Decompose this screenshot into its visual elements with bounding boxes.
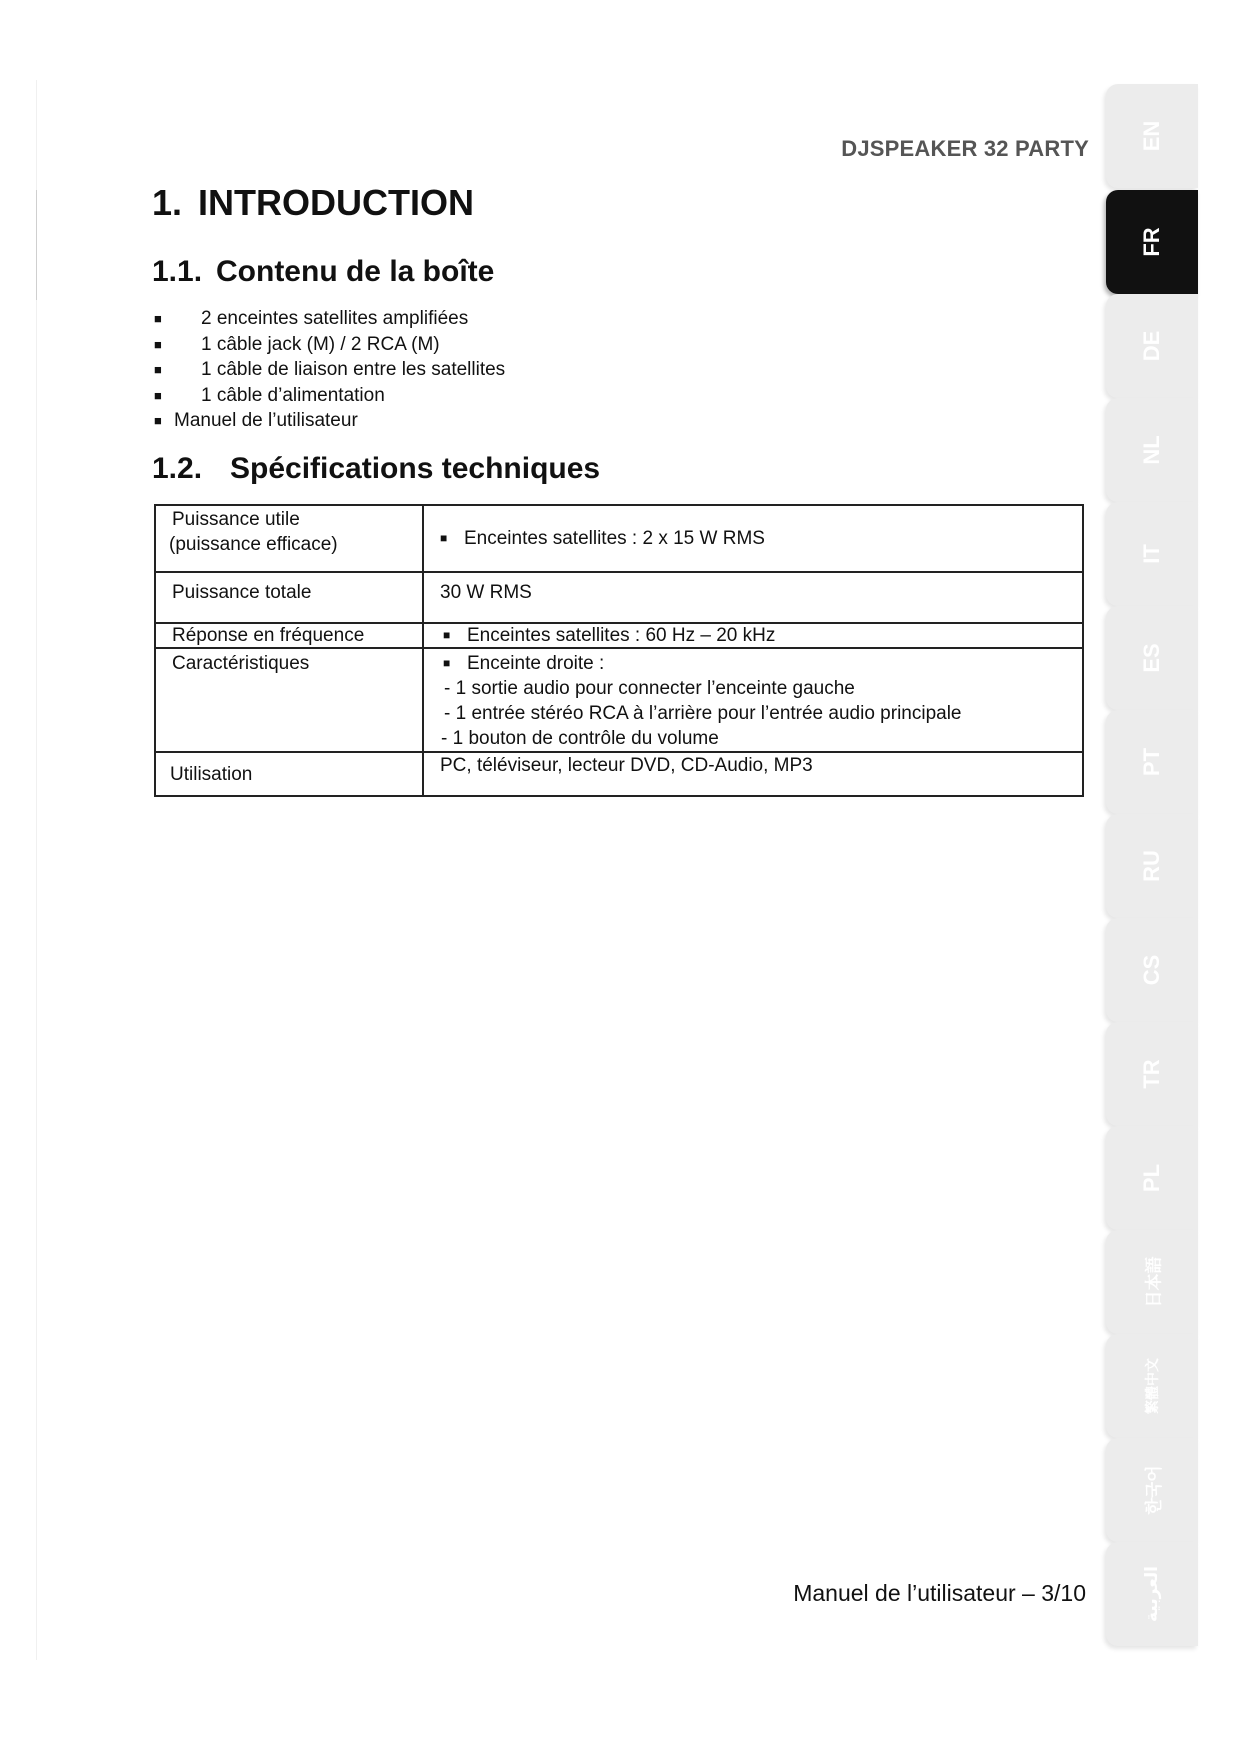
page-margin-mark (36, 190, 37, 300)
table-row (155, 648, 1083, 752)
spec-value (423, 623, 1083, 648)
tab-label: EN (1139, 120, 1164, 152)
table-row (155, 572, 1083, 623)
tab-label: PT (1139, 747, 1164, 777)
tab-label: NL (1139, 435, 1164, 465)
bullet-icon: ■ (443, 656, 451, 670)
bullet-icon: ■ (443, 628, 451, 642)
table-row (155, 752, 1083, 796)
tab-pt[interactable] (1106, 710, 1198, 814)
tab-ja[interactable] (1106, 1230, 1198, 1334)
tab-nl[interactable] (1106, 398, 1198, 502)
tab-pl[interactable] (1106, 1126, 1198, 1230)
tab-fr[interactable] (1106, 190, 1198, 294)
tab-ar[interactable] (1106, 1542, 1198, 1646)
tab-en[interactable] (1106, 84, 1198, 188)
spec-value: PC, téléviseur, lecteur DVD, CD-Audio, MP3 (423, 752, 1083, 796)
section-1-2-number: 1.2. (152, 452, 203, 485)
tab-label: CS (1139, 954, 1164, 986)
section-1-1-number: 1.1. (152, 255, 203, 288)
spec-label-line: (puissance efficace) (169, 534, 338, 555)
spec-label: Réponse en fréquence (155, 623, 423, 648)
section-1-2-heading (152, 452, 600, 486)
spec-value-text: Enceintes satellites : 2 x 15 W RMS (464, 528, 765, 549)
spec-value-text: Enceinte droite : (467, 653, 605, 674)
bullet-icon: ■ (440, 531, 448, 545)
section-1-title: INTRODUCTION (198, 182, 474, 223)
spec-value-line (440, 651, 1082, 676)
table-row (155, 623, 1083, 648)
tab-label: RU (1139, 850, 1164, 882)
tab-label: العربية (1142, 1565, 1161, 1623)
tab-label: PL (1139, 1163, 1164, 1193)
bullet-icon: ■ (154, 311, 162, 326)
tab-ru[interactable] (1106, 814, 1198, 918)
tab-es[interactable] (1106, 606, 1198, 710)
tab-ko[interactable] (1106, 1438, 1198, 1542)
list-item-text: 1 câble jack (M) / 2 RCA (M) (201, 333, 440, 355)
page-edge (36, 80, 37, 1660)
table-row (155, 505, 1083, 572)
tab-label: 日本語 (1144, 1256, 1164, 1308)
spec-label (155, 505, 423, 572)
tab-label: 繁體中文 (1144, 1358, 1160, 1414)
tab-label: TR (1139, 1059, 1164, 1089)
tab-tr[interactable] (1106, 1022, 1198, 1126)
section-1-heading (152, 182, 474, 224)
bullet-icon: ■ (154, 387, 162, 403)
list-item-text: 1 câble d’alimentation (201, 384, 385, 406)
tab-label: IT (1139, 544, 1164, 564)
section-1-2-title: Spécifications techniques (230, 452, 601, 485)
section-1-1-heading (152, 255, 494, 289)
spec-value (423, 648, 1083, 752)
tab-label: ES (1139, 643, 1164, 673)
tab-label: FR (1139, 227, 1164, 257)
spec-value-line: - 1 sortie audio pour connecter l’enceinte gauche (444, 678, 855, 699)
tab-label: 한국어 (1144, 1465, 1164, 1515)
section-1-number: 1. (152, 182, 183, 223)
spec-value: 30 W RMS (423, 572, 1083, 623)
bullet-icon: ■ (154, 413, 162, 428)
spec-label-line: Puissance utile (172, 509, 300, 530)
product-name-header: DJSPEAKER 32 PARTY (841, 136, 1089, 161)
section-1-1-title: Contenu de la boîte (216, 255, 495, 288)
spec-value-line: - 1 entrée stéréo RCA à l’arrière pour l’entrée audio principale (444, 703, 962, 724)
list-item-text: 2 enceintes satellites amplifiées (201, 308, 469, 329)
page-footer: Manuel de l’utilisateur – 3/10 (793, 1580, 1086, 1606)
spec-label: Utilisation (155, 752, 423, 796)
spec-label: Caractéristiques (155, 648, 423, 752)
spec-value (423, 505, 1083, 572)
tab-zh-tw[interactable] (1106, 1334, 1198, 1438)
tab-label: DE (1139, 330, 1164, 362)
spec-label: Puissance totale (155, 572, 423, 623)
spec-value-text: Enceintes satellites : 60 Hz – 20 kHz (467, 625, 776, 646)
list-item-text: 1 câble de liaison entre les satellites (201, 359, 506, 380)
tab-de[interactable] (1106, 294, 1198, 398)
spec-value-line: - 1 bouton de contrôle du volume (441, 728, 719, 749)
list-item-text: Manuel de l’utilisateur (174, 410, 358, 431)
bullet-icon: ■ (154, 336, 162, 352)
tab-cs[interactable] (1106, 918, 1198, 1022)
bullet-icon: ■ (154, 362, 162, 377)
specifications-table (154, 504, 1084, 797)
tab-it[interactable] (1106, 502, 1198, 606)
